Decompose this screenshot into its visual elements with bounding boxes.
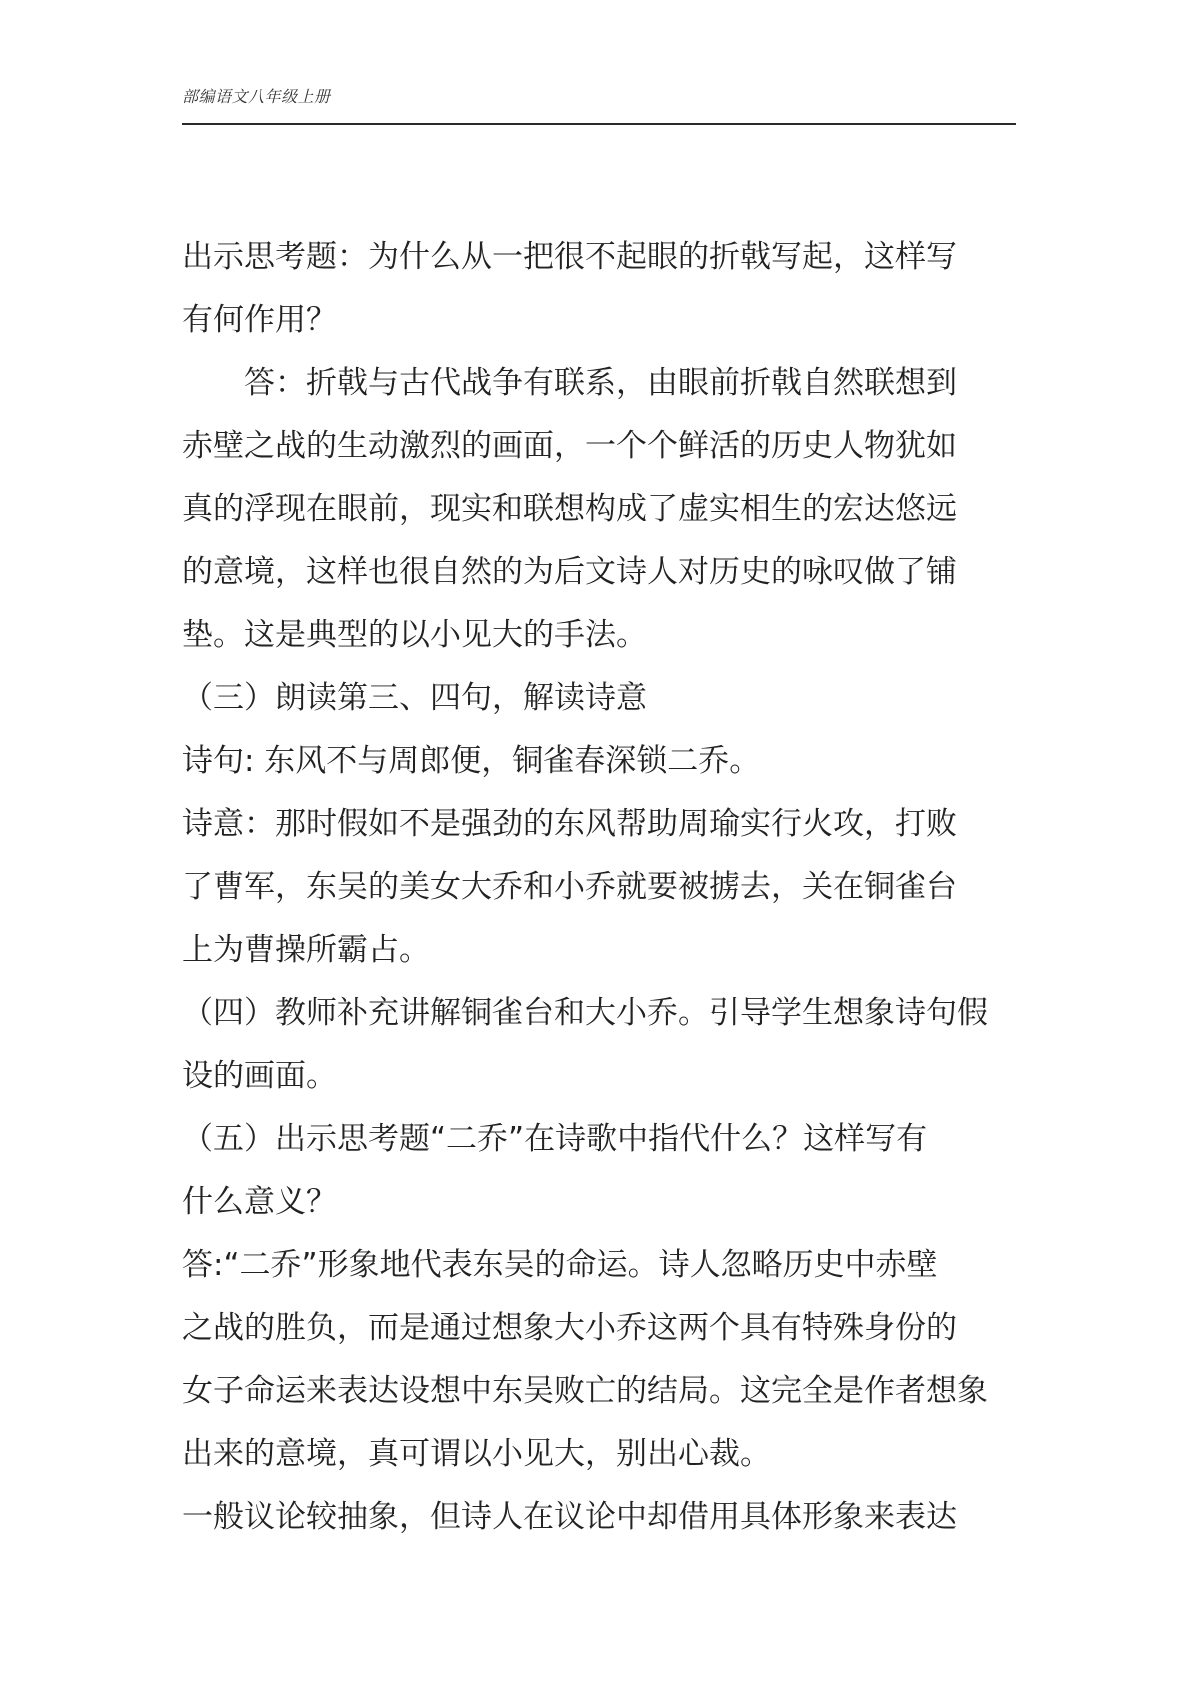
text-line: 什么意义？ [182,1184,337,1220]
section-heading: （三）朗读第三、四句，解读诗意 [182,680,647,716]
text-line: 垫。这是典型的以小见大的手法。 [182,617,647,653]
document-body [182,226,1016,1549]
text-line: 诗句: 东风不与周郎便，铜雀春深锁二乔。 [182,743,761,779]
header-divider [182,123,1016,125]
text-line: 之战的胜负，而是通过想象大小乔这两个具有特殊身份的 [182,1310,957,1346]
text-line: 出来的意境，真可谓以小见大，别出心裁。 [182,1436,771,1472]
text-line: 出示思考题：为什么从一把很不起眼的折戟写起，这样写 [182,239,957,275]
text-line: 赤壁之战的生动激烈的画面，一个个鲜活的历史人物犹如 [182,428,957,464]
text-line: 设的画面。 [182,1058,337,1094]
text-line: 有何作用？ [182,302,337,338]
section-heading: （四）教师补充讲解铜雀台和大小乔。引导学生想象诗句假 [182,995,988,1031]
text-line: 一般议论较抽象，但诗人在议论中却借用具体形象来表达 [182,1499,957,1535]
text-line: 上为曹操所霸占。 [182,932,430,968]
text-line: 答:“二乔”形象地代表东吴的命运。诗人忽略历史中赤壁 [182,1247,938,1283]
page-header-title: 部编语文八年级上册 [182,87,331,106]
text-line: 答：折戟与古代战争有联系，由眼前折戟自然联想到 [182,365,957,401]
text-line: 女子命运来表达设想中东吴败亡的结局。这完全是作者想象 [182,1373,988,1409]
text-line: 真的浮现在眼前，现实和联想构成了虚实相生的宏达悠远 [182,491,957,527]
text-line: 诗意：那时假如不是强劲的东风帮助周瑜实行火攻，打败 [182,806,957,842]
text-line: 了曹军，东吴的美女大乔和小乔就要被掳去，关在铜雀台 [182,869,957,905]
text-line: 的意境，这样也很自然的为后文诗人对历史的咏叹做了铺 [182,554,957,590]
section-heading: （五）出示思考题“二乔”在诗歌中指代什么？这样写有 [182,1121,928,1157]
